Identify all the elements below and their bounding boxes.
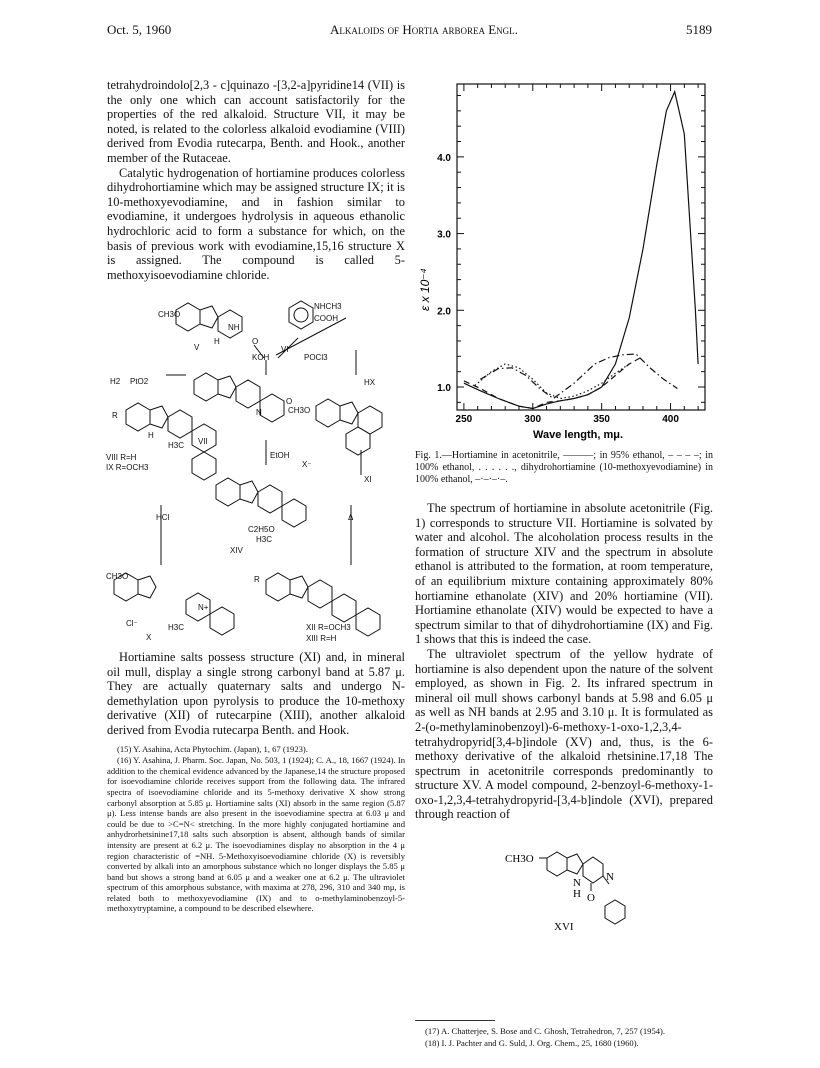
- structure-v: [176, 303, 242, 338]
- uv-spectrum-chart: [415, 76, 715, 441]
- scheme-label: R: [112, 411, 118, 420]
- scheme-label: XI: [364, 475, 372, 484]
- paragraph: tetrahydroindolo[2,3 - c]quinazo -[3,2-a]pyridine14 (VII) is the only one which can account satisfactorily for the properties of the red alkaloid. Structure VII, it may be noted, is related to the colorless alkaloid evodiamine (VIII) derived from Evodia rutecarpa, Benth. and Hook., another member of the Rutaceae.: [107, 78, 405, 165]
- series-line-dashed: [464, 356, 643, 408]
- page-date: Oct. 5, 1960: [107, 22, 172, 37]
- xvi-label: CH3O: [505, 853, 534, 865]
- footnote-rule: [415, 1020, 495, 1021]
- structure-xvi: [505, 846, 645, 938]
- y-tick-label: 4.0: [437, 152, 451, 164]
- scheme-label: N: [256, 408, 262, 417]
- footnote: (18) I. J. Pachter and G. Suld, J. Org. Chem., 25, 1680 (1960).: [425, 1037, 639, 1048]
- scheme-label: XII R=OCH3: [306, 623, 351, 632]
- scheme-label: C2H5O: [248, 525, 275, 534]
- left-column-bottom: [107, 650, 405, 915]
- right-footnotes: [415, 1026, 713, 1049]
- reaction-scheme: [106, 300, 406, 645]
- scheme-label: X⁻: [302, 460, 312, 469]
- structure-vii: [194, 373, 284, 422]
- y-tick-label: 3.0: [437, 229, 451, 241]
- scheme-label: KOH: [252, 353, 270, 362]
- footnote: (17) A. Chatterjee, S. Bose and C. Ghosh, Tetrahedron, 7, 257 (1954).: [425, 1026, 666, 1036]
- scheme-label: POCl3: [304, 353, 328, 362]
- scheme-label: XIV: [230, 546, 243, 555]
- structure-xi: [316, 399, 382, 455]
- paragraph: Hortiamine salts possess structure (XI) and, in mineral oil mull, display a single strong carbonyl band at 5.87 μ. They are actually quaternary salts and undergo N-demethylation upon pyrolysis to produce the 10-methoxy derivative (XII) of rutecarpine (XIII), another alkaloid derived from Evodia rutecarpa Benth. and Hook.: [107, 650, 405, 737]
- scheme-label: O: [252, 337, 259, 346]
- series-line-dashdot: [480, 354, 677, 399]
- y-axis-label: ε x 10⁻⁴: [418, 268, 432, 311]
- scheme-label: H3C: [256, 535, 273, 544]
- scheme-label: H3C: [168, 623, 185, 632]
- x-tick-label: 250: [455, 414, 473, 425]
- scheme-label: H: [214, 337, 220, 346]
- scheme-label: N+: [198, 603, 209, 612]
- scheme-label: Cl⁻: [126, 619, 138, 628]
- y-tick-label: 1.0: [437, 382, 451, 394]
- series-line-solid: [464, 92, 698, 409]
- scheme-label: X: [146, 633, 152, 642]
- x-tick-label: 350: [593, 414, 611, 425]
- footnote: (16) Y. Asahina, J. Pharm. Soc. Japan, No. 503, 1 (1924); C. A., 18, 1667 (1924). In addition to the chemical evidence advanced by the Japanese,14 the structure proposed for isoevodiamine chloride receives support from the following data. The infrared spectra of isoevodiamine chloride and its 5-methoxy derivative X show strong carbonyl absorption at 5.85 μ. Hortiamine salts (XI) absorb in the same region (5.87 μ). Less intense bands are also present in the isoevodiamine spectra at 6.03 μ and could be due to >C=N< stretching. In the more highly conjugated hortiamine and anhydrorhetsinine17,18 salts such absorption is absent, although bands of similar intensity are present at 6.2 μ. The isoevodiamines display no absorption in the 4 μ region characteristic of =NH. 5-Methoxyisoevodiamine chloride (X) is reversibly converted by alkali into an amorphous substance which no longer displays the 5.85 μ band but shows a strong band at 6.05 μ and a weaker one at 6.2 μ. The ultraviolet spectrum of this amorphous substance, with maxima at 278, 296, 310 and 340 mμ, is related both to methoxyevodiamine (IX) and to o-methylaminobenzoyl-5-methoxytryptamine, a compound to be described elsewhere.: [107, 755, 405, 914]
- xvi-label: O: [587, 892, 595, 904]
- scheme-label: EtOH: [270, 451, 290, 460]
- paragraph: The ultraviolet spectrum of the yellow hydrate of hortiamine is also dependent upon the nature of the solvent employed, as shown in Fig. 2. Its infrared spectrum in mineral oil mull shows carbonyl bands at 5.98 and 6.05 μ as well as NH bands at 2.95 and 3.10 μ. It is formulated as 2-(o-methylaminobenzoyl)-6-methoxy-1-oxo-1,2,3,4-tetrahydropyrid[3,4-b]indole (XV) and, thus, is the 6-methoxy derivative of the alkaloid rhetsinine.17,18 The spectrum in acetonitrile corresponds predominantly to structure XV. A model compound, 2-benzoyl-6-methoxy-1-oxo-1,2,3,4-tetrahydropyrid-[3,4-b]indole (XVI), prepared through reaction of: [415, 646, 713, 822]
- scheme-label: VI: [281, 345, 289, 354]
- running-title: Alkaloids of Hortia arborea Engl.: [330, 22, 518, 37]
- scheme-label: XIII R=H: [306, 634, 337, 643]
- structure-xiv: [216, 478, 306, 527]
- paragraph: Catalytic hydrogenation of hortiamine produces colorless dihydrohortiamine which may be assigned structure IX; it is 10-methoxyevodiamine, and in fashion similar to evodiamine, it undergoes hydrolysis in aqueous ethanolic hydrochloric acid to form a substance for which, on the basis of previous work with evodiamine,15,16 structure X is assigned. The compound is called 5-methoxyisoevodiamine chloride.: [107, 165, 405, 282]
- scheme-label: O: [286, 397, 293, 406]
- structure-vi: [289, 301, 313, 329]
- scheme-label: NH: [228, 323, 240, 332]
- x-axis-label: Wave length, mμ.: [533, 429, 624, 441]
- scheme-label: V: [194, 343, 200, 352]
- scheme-label: R: [254, 575, 260, 584]
- scheme-label: IX R=OCH3: [106, 463, 149, 472]
- scheme-label: PtO2: [130, 377, 149, 386]
- scheme-label: HX: [364, 378, 376, 387]
- plot-frame: [457, 84, 705, 410]
- xvi-label: N: [573, 877, 581, 889]
- scheme-label: VII: [198, 437, 208, 446]
- xvi-label: H: [573, 888, 581, 900]
- scheme-label: COOH: [314, 314, 338, 323]
- left-column-top: [107, 78, 405, 282]
- figure-caption: Fig. 1.—Hortiamine in acetonitrile, ———; in 95% ethanol, – – – –; in 100% ethanol, . . . . . ., dihydrohortiamine (10-methoxyevodiamine) in 100% ethanol, –·–·–·–.: [415, 450, 713, 485]
- xvi-label: N: [606, 871, 614, 883]
- xvi-label: XVI: [554, 921, 574, 933]
- scheme-label: H2: [110, 377, 121, 386]
- scheme-label: H3C: [168, 441, 185, 450]
- footnotes: [107, 744, 405, 915]
- paragraph: The spectrum of hortiamine in absolute acetonitrile (Fig. 1) corresponds to structure VII. Hortiamine is solvated by water and alcohol. The alcoholation process results in the formation of structure XIV and the spectrum in absolute ethanol is attributed to the formation, at room temperature, of an equilibrium mixture containing approximately 80% hortiamine ethanolate (XIV) and 20% hortiamine (VII). Hortiamine ethanolate (XIV) would be expected to have a spectrum similar to that of dihydrohortiamine (IX) and Fig. 1 shows that this is indeed the case.: [415, 501, 713, 647]
- scheme-label: Δ: [348, 513, 354, 522]
- x-tick-label: 300: [524, 414, 542, 425]
- scheme-label: HCl: [156, 513, 170, 522]
- x-tick-label: 400: [662, 414, 679, 425]
- right-column: [415, 501, 713, 822]
- scheme-label: H: [148, 431, 154, 440]
- scheme-label: NHCH3: [314, 302, 342, 311]
- scheme-label: CH3O: [106, 572, 129, 581]
- footnote: (15) Y. Asahina, Acta Phytochim. (Japan), 1, 67 (1923).: [117, 743, 308, 754]
- scheme-label: VIII R=H: [106, 453, 137, 462]
- scheme-label: CH3O: [158, 310, 181, 319]
- page-number: 5189: [686, 22, 712, 37]
- scheme-label: CH3O: [288, 406, 311, 415]
- y-tick-label: 2.0: [437, 306, 451, 318]
